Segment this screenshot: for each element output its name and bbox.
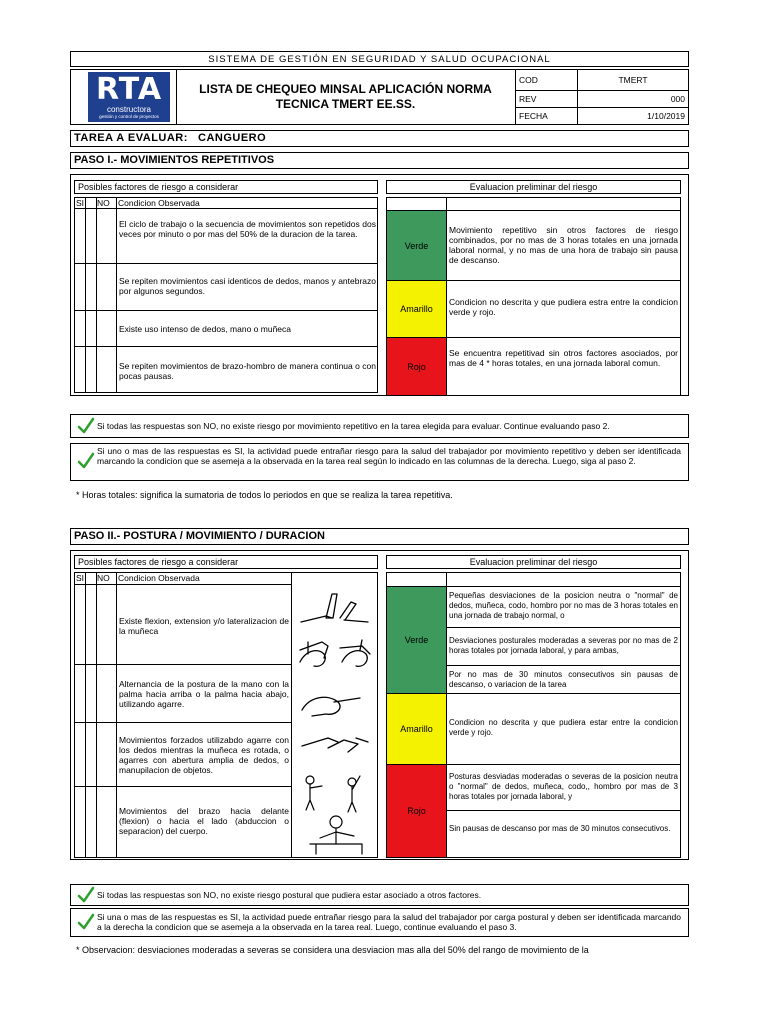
- step2-amarillo-cell: Amarillo: [387, 694, 446, 764]
- step1-condition-4: Se repiten movimientos de brazo-hombro de manera continua o con pocas pausas.: [119, 361, 376, 381]
- step1-footnote: * Horas totales: significa la sumatoria de todos lo periodos en que se realiza la tarea repetitiva.: [76, 490, 453, 500]
- step1-condition-1: El ciclo de trabajo o la secuencia de movimientos son repetidos dos veces por minuto o por mas del 50% de la duracion de la tarea.: [119, 219, 376, 239]
- grip-illustration: [298, 690, 372, 726]
- logo-sub2: gestión y control de proyectos: [99, 114, 159, 119]
- step1-note-2-text: Si uno o mas de las respuestas es SI, la actividad puede entrañar riesgo para la salud del trabajador por movimiento repetitivo y deben ser identificada marcando la condicion que se asemeja a la observada en la tarea real según lo indicado en las columnas de la derecha. Luego, siga al paso 2.: [97, 446, 681, 466]
- step1-col-si: SI: [76, 198, 85, 208]
- task-row: [70, 130, 689, 147]
- step2-col-cond: Condicion Observada: [118, 573, 200, 583]
- logo-name: RTA: [95, 72, 163, 107]
- step2-verde-text-3: Por no mas de 30 minutos consecutivos sin pausas de descanso, o variacion de la tarea: [449, 670, 678, 689]
- step2-condition-1: Existe flexion, extension y/o lateralizacion de la muñeca: [119, 616, 289, 636]
- checkmark-icon: [77, 452, 95, 470]
- palm-alternation-illustration: [296, 632, 374, 672]
- step2-verde-text-2: Desviaciones posturales moderadas a severas por no mas de 2 horas totales por jornada laboral, y para ambas,: [449, 636, 678, 655]
- step2-verde-text-1: Pequeñas desviaciones de la posicion neutra o "normal" de dedos, muñeca, codo, hombro por no mas de 3 horas totales en una jornada de trabajo normal, o: [449, 591, 678, 620]
- step1-condition-2: Se repiten movimientos casi identicos de dedos, manos y antebrazo por algunos segundos.: [119, 276, 376, 296]
- step2-rojo-cell: Rojo: [387, 765, 446, 857]
- step2-left-header: Posibles factores de riesgo a considerar: [74, 555, 378, 569]
- step1-amarillo-cell: Amarillo: [387, 281, 446, 337]
- step1-col-cond: Condicion Observada: [118, 198, 200, 208]
- step2-note-2-text: Si una o mas de las respuestas es SI, la actividad puede entrañar riesgo para la salud del trabajador por carga postural y deben ser identificada marcando a la derecha la condicion que se asemeja a la observada en la tarea real. Luego, continue evaluando el paso 3.: [97, 912, 681, 932]
- document-title: LISTA DE CHEQUEO MINSAL APLICACIÓN NORMA TECNICA TMERT EE.SS.: [199, 82, 492, 111]
- checkmark-icon: [77, 913, 95, 931]
- step2-condition-3: Movimientos forzados utilizabdo agarre con los dedos mientras la muñeca es rotada, o agarres con abertura amplia de dedos, o manupilacion de objetos.: [119, 735, 289, 775]
- checkmark-icon: [77, 417, 95, 435]
- system-title: SISTEMA DE GESTIÓN EN SEGURIDAD Y SALUD OCUPACIONAL: [70, 51, 689, 67]
- rev-label: REV: [519, 94, 537, 104]
- step1-note-1-text: Si todas las respuestas son NO, no existe riesgo por movimiento repetitivo en la tarea elegida para evaluar. Continue evaluando paso 2.: [97, 421, 610, 431]
- step2-rojo-text-1: Posturas desviadas moderadas o severas de la posicion neutra o "normal" de dedos, muñeca, codo,, hombro por mas de 3 horas totales por jornada laboral, y: [449, 772, 678, 801]
- step2-col-no: NO: [97, 573, 110, 583]
- task-value: CANGUERO: [198, 132, 267, 144]
- step2-rojo-text-2: Sin pausas de descanso por mas de 30 minutos consecutivos.: [449, 824, 671, 833]
- rev-value: 000: [670, 94, 685, 104]
- step2-verde-cell: Verde: [387, 587, 446, 693]
- company-logo: [88, 72, 170, 122]
- cod-value: TMERT: [618, 75, 648, 85]
- step1-col-no: NO: [97, 198, 110, 208]
- task-label: TAREA A EVALUAR:: [74, 132, 188, 144]
- step2-col-si: SI: [76, 573, 85, 583]
- step1-verde-text: Movimiento repetitivo sin otros factores de riesgo combinados, por no mas de 3 horas totales en una jornada laboral normal, y no mas de una hora de trabajo sin pausa de descanso.: [449, 225, 678, 265]
- checkmark-icon: [77, 886, 95, 904]
- forced-grip-illustration: [298, 724, 372, 758]
- step1-title: PASO I.- MOVIMIENTOS REPETITIVOS: [70, 152, 689, 169]
- step2-title: PASO II.- POSTURA / MOVIMIENTO / DURACION: [70, 528, 689, 545]
- step2-amarillo-text: Condicion no descrita y que pudiera estar entre la condicion verde y rojo.: [449, 718, 678, 737]
- step2-condition-4: Movimientos del brazo hacia delante (flexion) o hacia el lado (abduccion o separacion) del cuerpo.: [119, 806, 289, 836]
- logo-sub1: constructora: [106, 105, 152, 114]
- step1-verde-cell: Verde: [387, 211, 446, 280]
- cod-label: COD: [519, 75, 538, 85]
- step1-right-header: Evaluacion preliminar del riesgo: [386, 180, 681, 194]
- step2-condition-2: Alternancia de la postura de la mano con la palma hacia arriba o la palma hacia abajo, utilizando agarre.: [119, 679, 289, 709]
- step1-amarillo-text: Condicion no descrita y que pudiera estra entre la condicion verde y rojo.: [449, 297, 678, 317]
- arm-movement-illustration: [296, 770, 374, 856]
- step1-left-header: Posibles factores de riesgo a considerar: [74, 180, 378, 194]
- fecha-value: 1/10/2019: [647, 111, 685, 121]
- step1-rojo-text: Se encuentra repetitivad sin otros factores asociados, por mas de 4 * horas totales, en una jornada laboral comun.: [449, 348, 678, 368]
- fecha-label: FECHA: [519, 111, 548, 121]
- step1-rojo-cell: Rojo: [387, 338, 446, 395]
- step2-right-header: Evaluacion preliminar del riesgo: [386, 555, 681, 569]
- step2-footnote: * Observacion: desviaciones moderadas a severas se considera una desviacion mas alla del 50% del rango de movimiento de la: [76, 945, 589, 955]
- step2-note-1-text: Si todas las respuestas son NO, no existe riesgo postural que pudiera estar asociado a otros factores.: [97, 890, 482, 900]
- step1-condition-3: Existe uso intenso de dedos, mano o muñeca: [119, 324, 291, 334]
